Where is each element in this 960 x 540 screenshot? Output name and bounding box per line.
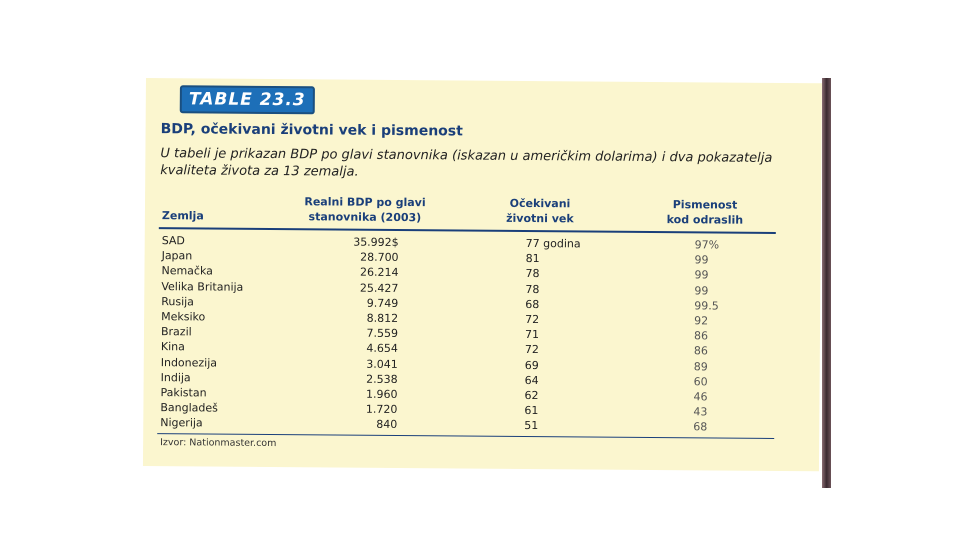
cell-gdp: 35.992$ [353,235,399,249]
header-rule [159,227,776,234]
header-country: Zemlja [161,209,204,223]
header-gdp-line1: Realni BDP po glavi [304,195,426,210]
cell-country: Meksiko [161,310,206,324]
cell-life: 81 [525,252,540,266]
header-lit-line1: Pismenost [672,198,738,212]
cell-gdp: 3.041 [366,357,398,371]
cell-life: 72 [525,312,540,327]
cell-life: 61 [524,404,539,418]
cell-country: Velika Britanija [161,279,244,294]
header-life-line1: Očekivani [509,196,571,211]
cell-gdp: 25.427 [359,281,399,295]
cell-life: 69 [524,358,539,372]
cell-gdp: 1.960 [365,387,398,401]
cell-life: 78 [525,267,540,281]
cell-gdp: 840 [376,418,398,432]
table-caption: U tabeli je prikazan BDP po glavi stanovnika (iskazan u američkim dolarima) i dva pokazatelja kvaliteta života za 13 zemalja. [160,146,773,180]
cell-literacy: 89 [693,359,708,373]
cell-life: 77 godina [525,236,581,251]
cell-literacy: 60 [693,374,708,389]
cell-literacy: 97% [694,238,720,252]
header-life-expectancy [490,196,590,227]
header-literacy [650,197,760,228]
cell-life: 78 [525,282,540,296]
table-title: BDP, očekivani životni vek i pismenost [160,121,463,140]
cell-country: SAD [161,234,185,248]
scan-edge-shadow [822,78,831,488]
cell-literacy: 99 [694,253,709,267]
cell-literacy: 99 [694,268,709,282]
cell-gdp: 28.700 [360,250,399,265]
cell-country: Indonezija [160,355,218,370]
cell-literacy: 99.5 [694,299,719,313]
table-number-badge: TABLE 23.3 [180,85,315,114]
cell-gdp: 9.749 [366,296,399,310]
table-page [143,78,822,471]
header-gdp [295,194,435,225]
cell-literacy: 99 [694,283,709,297]
cell-country: Pakistan [160,385,207,400]
cell-literacy: 86 [693,329,709,343]
cell-life: 62 [524,388,539,402]
cell-gdp: 4.654 [366,342,398,356]
cell-gdp: 8.812 [366,311,399,325]
cell-literacy: 68 [693,420,708,434]
cell-life: 68 [525,297,540,311]
header-life-line2: životni vek [506,211,574,226]
cell-country: Bangladeš [160,401,218,415]
cell-country: Nigerija [160,416,203,430]
cell-literacy: 86 [693,344,708,358]
cell-life: 71 [524,328,540,342]
cell-country: Brazil [160,325,192,339]
table-source: Izvor: Nationmaster.com [160,437,277,450]
cell-literacy: 46 [693,390,708,404]
cell-literacy: 92 [694,314,709,328]
cell-country: Indija [160,370,191,385]
cell-life: 64 [524,373,539,387]
header-lit-line2: kod odraslih [666,213,744,227]
cell-country: Japan [161,249,193,263]
table-body [157,234,776,436]
cell-gdp: 7.559 [366,326,399,341]
cell-gdp: 1.720 [365,402,398,417]
cell-gdp: 26.214 [359,266,399,280]
header-gdp-line2: stanovnika (2003) [308,210,422,225]
cell-country: Rusija [161,294,195,309]
cell-country: Kina [160,340,185,354]
cell-life: 51 [524,419,539,433]
cell-life: 72 [524,343,539,357]
cell-literacy: 43 [693,405,708,419]
cell-country: Nemačka [161,264,213,278]
cell-gdp: 2.538 [366,372,398,386]
